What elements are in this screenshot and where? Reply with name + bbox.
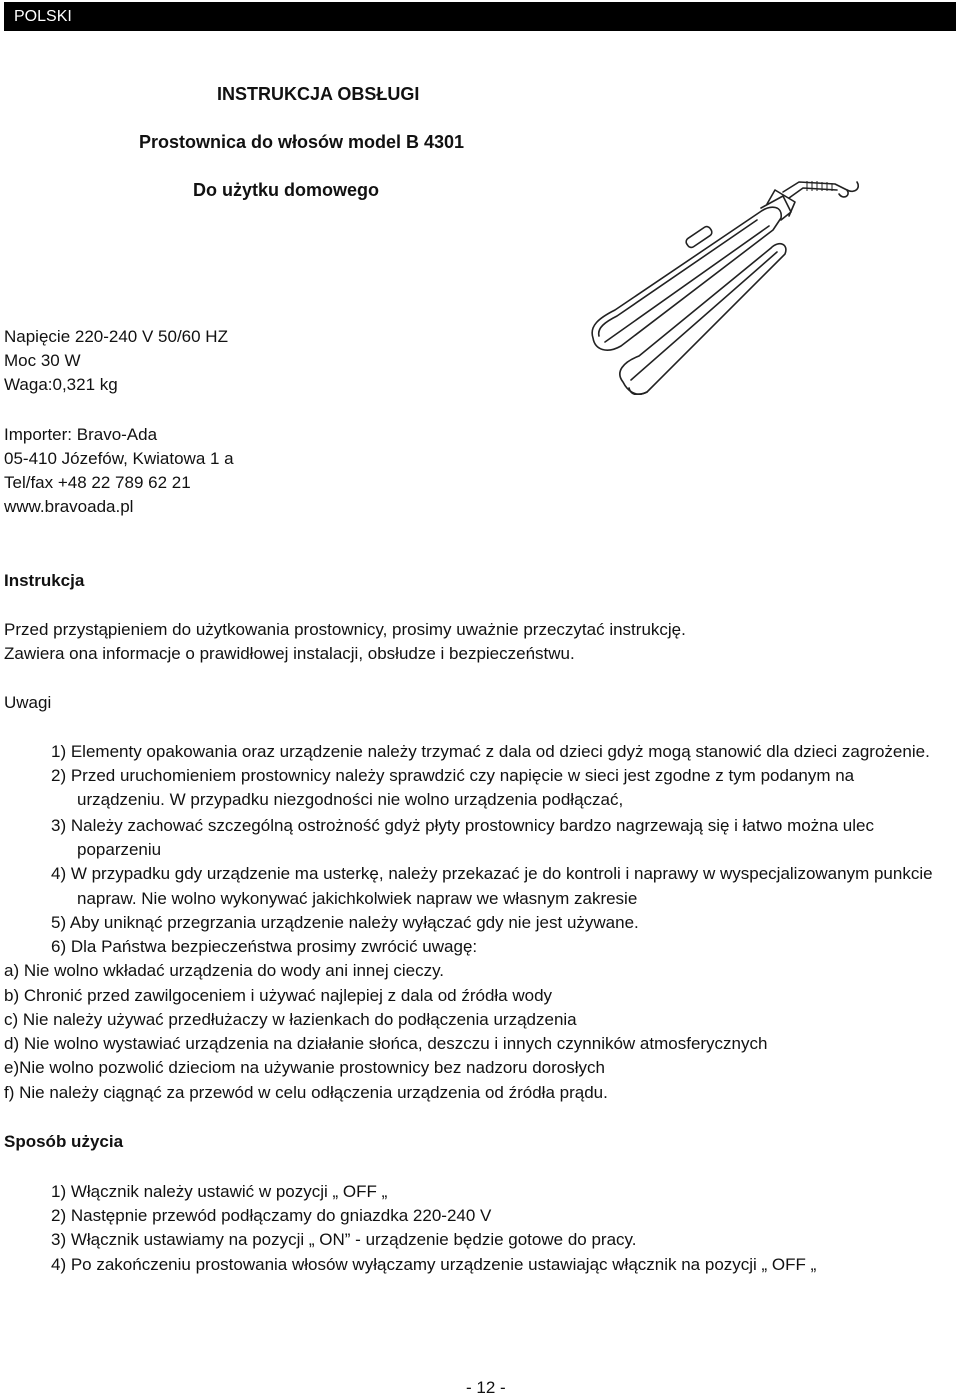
notes-subline: f) Nie należy ciągnąć za przewód w celu odłączenia urządzenia od źródła prądu.	[4, 1083, 608, 1102]
page-number: - 12 -	[466, 1378, 506, 1397]
importer-address: 05-410 Józefów, Kwiatowa 1 a	[4, 449, 234, 468]
importer-phone: Tel/fax +48 22 789 62 21	[4, 473, 191, 492]
instructions-line: Przed przystąpieniem do użytkowania prostownicy, prosimy uważnie przeczytać instrukcję.	[4, 620, 686, 639]
notes-line: 6) Dla Państwa bezpieczeństwa prosimy zwrócić uwagę:	[51, 937, 478, 956]
notes-heading: Uwagi	[4, 693, 52, 712]
notes-line: 5) Aby uniknąć przegrzania urządzenie należy wyłączać gdy nie jest używane.	[51, 913, 639, 932]
notes-subline: e)Nie wolno pozwolić dzieciom na używanie prostownicy bez nadzoru dorosłych	[4, 1058, 605, 1077]
importer-name: Importer: Bravo-Ada	[4, 425, 158, 444]
notes-line: 1) Elementy opakowania oraz urządzenie należy trzymać z dala od dzieci gdyż mogą stanowić dla dzieci zagrożenie.	[51, 742, 930, 761]
spec-power: Moc 30 W	[4, 351, 81, 370]
usage-step: 3) Włącznik ustawiamy na pozycji „ ON” - urządzenie będzie gotowe do pracy.	[51, 1230, 637, 1249]
notes-line: 2) Przed uruchomieniem prostownicy należy sprawdzić czy napięcie w sieci jest zgodne z tym podanym na	[51, 766, 855, 785]
instructions-heading: Instrukcja	[4, 571, 85, 590]
notes-line: 4) W przypadku gdy urządzenie ma usterkę, należy przekazać je do kontroli i naprawy w wyspecjalizowanym punkcie	[51, 864, 933, 883]
usage-step: 4) Po zakończeniu prostowania włosów wyłączamy urządzenie ustawiając włącznik na pozycji „ OFF „	[51, 1255, 817, 1274]
usage-step: 2) Następnie przewód podłączamy do gniazdka 220-240 V	[51, 1206, 492, 1225]
hair-straightener-drawing-icon	[585, 160, 870, 395]
notes-line: napraw. Nie wolno wykonywać jakichkolwiek napraw we własnym zakresie	[77, 889, 638, 908]
notes-line: poparzeniu	[77, 840, 162, 859]
spec-voltage: Napięcie 220-240 V 50/60 HZ	[4, 327, 228, 346]
usage-heading: Sposób użycia	[4, 1132, 124, 1151]
spec-weight: Waga:0,321 kg	[4, 375, 118, 394]
importer-website: www.bravoada.pl	[4, 497, 134, 516]
usage-step: 1) Włącznik należy ustawić w pozycji „ OFF „	[51, 1182, 388, 1201]
document-title: INSTRUKCJA OBSŁUGI	[217, 84, 420, 104]
notes-line: urządzeniu. W przypadku niezgodności nie wolno urządzenia podłączać,	[77, 790, 624, 809]
instructions-line: Zawiera ona informacje o prawidłowej instalacji, obsłudze i bezpieczeństwu.	[4, 644, 575, 663]
language-label: POLSKI	[14, 8, 72, 25]
usage-note: Do użytku domowego	[193, 180, 379, 200]
notes-subline: b) Chronić przed zawilgoceniem i używać najlepiej z dala od źródła wody	[4, 986, 553, 1005]
language-banner	[4, 2, 956, 31]
notes-subline: c) Nie należy używać przedłużaczy w łazienkach do podłączenia urządzenia	[4, 1010, 577, 1029]
notes-subline: d) Nie wolno wystawiać urządzenia na działanie słońca, deszczu i innych czynników atmosferycznych	[4, 1034, 768, 1053]
notes-line: 3) Należy zachować szczególną ostrożność gdyż płyty prostownicy bardzo nagrzewają się i łatwo można ulec	[51, 816, 874, 835]
product-name: Prostownica do włosów model B 4301	[139, 132, 465, 152]
notes-subline: a) Nie wolno wkładać urządzenia do wody ani innej cieczy.	[4, 961, 445, 980]
